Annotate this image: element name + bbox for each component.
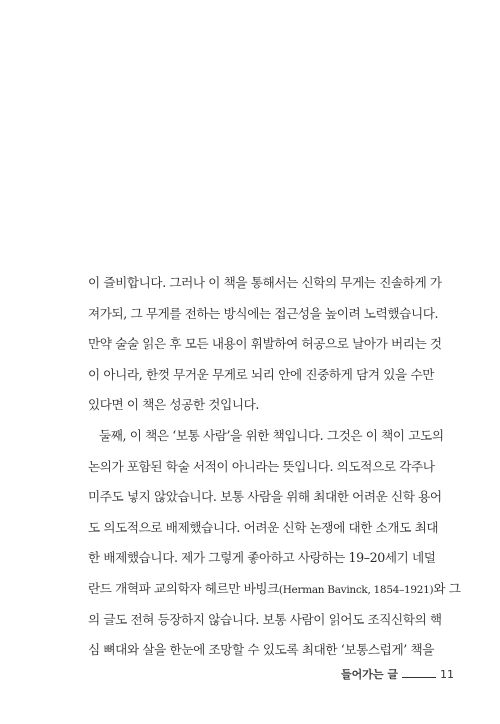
text-segment: 와 그 [433, 580, 461, 596]
text-line: 져가되, 그 무게를 전하는 방식에는 접근성을 높이려 노력했습니다. [88, 305, 439, 321]
body-text [88, 268, 461, 666]
section-title: 들어가는 글 [341, 668, 398, 681]
page-footer [341, 666, 454, 682]
inline-citation: (Herman Bavinck, 1854–1921) [278, 583, 434, 596]
text-line: 한 배제했습니다. 제가 그렇게 좋아하고 사랑하는 19–20세기 네덜 [88, 550, 436, 566]
text-line: 이 즐비합니다. 그러나 이 책을 통해서는 신학의 무게는 진솔하게 가 [88, 275, 442, 290]
text-line: 있다면 이 책은 성공한 것입니다. [88, 397, 259, 413]
text-line: 심 뼈대와 살을 한눈에 조망할 수 있도록 최대한 ‘보통스럽게’ 책을 [88, 642, 434, 658]
text-line: 둘째, 이 책은 ‘보통 사람’을 위한 책입니다. 그것은 이 책이 고도의 [99, 427, 444, 443]
text-line [88, 574, 461, 605]
text-line: 논의가 포함된 학술 서적이 아니라는 뜻입니다. 의도적으로 각주나 [88, 458, 435, 474]
footer-rule [402, 677, 436, 678]
text-line: 의 글도 전혀 등장하지 않습니다. 보통 사람이 읽어도 조직신학의 핵 [88, 611, 442, 627]
text-line: 미주도 넣지 않았습니다. 보통 사람을 위해 최대한 어려운 신학 용어 [88, 489, 442, 505]
text-line: 이 아니라, 한껏 무거운 무게로 뇌리 안에 진중하게 담겨 있을 수만 [88, 366, 434, 382]
text-segment: 란드 개혁파 교의학자 헤르만 바빙크 [88, 580, 279, 596]
page-number: 11 [439, 668, 454, 681]
text-line: 도 의도적으로 배제했습니다. 어려운 신학 논쟁에 대한 소개도 최대 [88, 519, 439, 535]
text-line: 만약 술술 읽은 후 모든 내용이 휘발하여 허공으로 날아가 버리는 것 [88, 336, 442, 352]
